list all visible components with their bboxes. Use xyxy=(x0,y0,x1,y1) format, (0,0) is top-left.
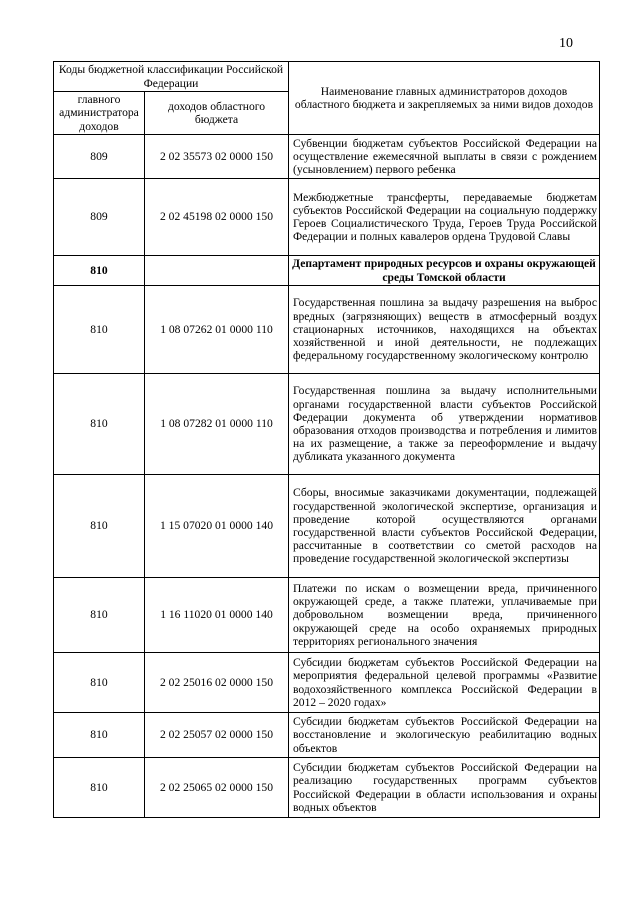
income-name-cell: Государственная пошлина за выдачу исполнительными органами государственной власти субъектов Российской Федерации документа об утверждении нормативов образования отходов производства и потребления и лимитов на их размещение, а также за переоформление и выдачу дубликата указанного документа xyxy=(289,374,600,475)
admin-code-cell: 810 xyxy=(54,713,145,758)
income-name-cell: Сборы, вносимые заказчиками документации, подлежащей государственной экологической экспертизе, организация и проведение которой осуществляются органами государственной власти субъектов Российской Федерации, рассчитанные в соответствии со сметой расходов на проведение государственной экологической экспертизы xyxy=(289,475,600,578)
income-code-cell: 1 16 11020 01 0000 140 xyxy=(145,578,289,653)
admin-code-cell: 809 xyxy=(54,179,145,256)
admin-code-cell: 810 xyxy=(54,286,145,374)
income-code-cell: 2 02 25065 02 0000 150 xyxy=(145,758,289,818)
header-codes-group: Коды бюджетной классификации Российской Федерации xyxy=(54,62,289,92)
income-code-cell: 2 02 45198 02 0000 150 xyxy=(145,179,289,256)
table-row xyxy=(54,374,600,475)
income-name-cell: Субсидии бюджетам субъектов Российской Федерации на восстановление и экологическую реабилитацию водных объектов xyxy=(289,713,600,758)
department-name: Департамент природных ресурсов и охраны окружающей среды Томской области xyxy=(289,256,600,286)
table-row xyxy=(54,758,600,818)
header-name-column: Наименование главных администраторов доходов областного бюджета и закрепляемых за ними видов доходов xyxy=(289,62,600,135)
income-code-cell: 2 02 25057 02 0000 150 xyxy=(145,713,289,758)
header-row xyxy=(54,62,600,92)
header-admin-column: главного администратора доходов xyxy=(54,92,145,135)
income-name-cell: Субсидии бюджетам субъектов Российской Федерации на реализацию государственных программ субъектов Российской Федерации в области использования и охраны водных объектов xyxy=(289,758,600,818)
income-code-cell: 1 08 07282 01 0000 110 xyxy=(145,374,289,475)
income-name-cell: Платежи по искам о возмещении вреда, причиненного окружающей среде, а также платежи, уплачиваемые при добровольном возмещении вреда, причиненного окружающей среде на особо охраняемых природных территориях регионального значения xyxy=(289,578,600,653)
table-row xyxy=(54,135,600,179)
admin-code-cell: 810 xyxy=(54,256,145,286)
table-row xyxy=(54,713,600,758)
income-name-cell: Субсидии бюджетам субъектов Российской Федерации на мероприятия федеральной целевой программы «Развитие водохозяйственного комплекса Российской Федерации в 2012 – 2020 годах» xyxy=(289,653,600,713)
table-row xyxy=(54,578,600,653)
page-number: 10 xyxy=(559,36,573,51)
table-row xyxy=(54,286,600,374)
table-row xyxy=(54,475,600,578)
table-row xyxy=(54,179,600,256)
table-row xyxy=(54,653,600,713)
department-row xyxy=(54,256,600,286)
income-code-cell: 1 08 07262 01 0000 110 xyxy=(145,286,289,374)
admin-code-cell: 810 xyxy=(54,475,145,578)
budget-classification-table xyxy=(53,61,600,818)
income-code-cell: 2 02 35573 02 0000 150 xyxy=(145,135,289,179)
income-code-cell xyxy=(145,256,289,286)
header-income-column: доходов областного бюджета xyxy=(145,92,289,135)
admin-code-cell: 810 xyxy=(54,578,145,653)
admin-code-cell: 810 xyxy=(54,374,145,475)
income-name-cell: Межбюджетные трансферты, передаваемые бюджетам субъектов Российской Федерации на социальную поддержку Героев Социалистического Труда, Героев Труда Российской Федерации и полных кавалеров ордена Трудовой Славы xyxy=(289,179,600,256)
income-name-cell: Субвенции бюджетам субъектов Российской Федерации на осуществление ежемесячной выплаты в связи с рождением (усыновлением) первого ребенка xyxy=(289,135,600,179)
income-name-cell: Государственная пошлина за выдачу разрешения на выброс вредных (загрязняющих) веществ в атмосферный воздух стационарных источников, находящихся на объектах хозяйственной и иной деятельности, не подлежащих федеральному государственному экологическому контролю xyxy=(289,286,600,374)
income-code-cell: 1 15 07020 01 0000 140 xyxy=(145,475,289,578)
admin-code-cell: 809 xyxy=(54,135,145,179)
admin-code-cell: 810 xyxy=(54,653,145,713)
income-code-cell: 2 02 25016 02 0000 150 xyxy=(145,653,289,713)
admin-code-cell: 810 xyxy=(54,758,145,818)
